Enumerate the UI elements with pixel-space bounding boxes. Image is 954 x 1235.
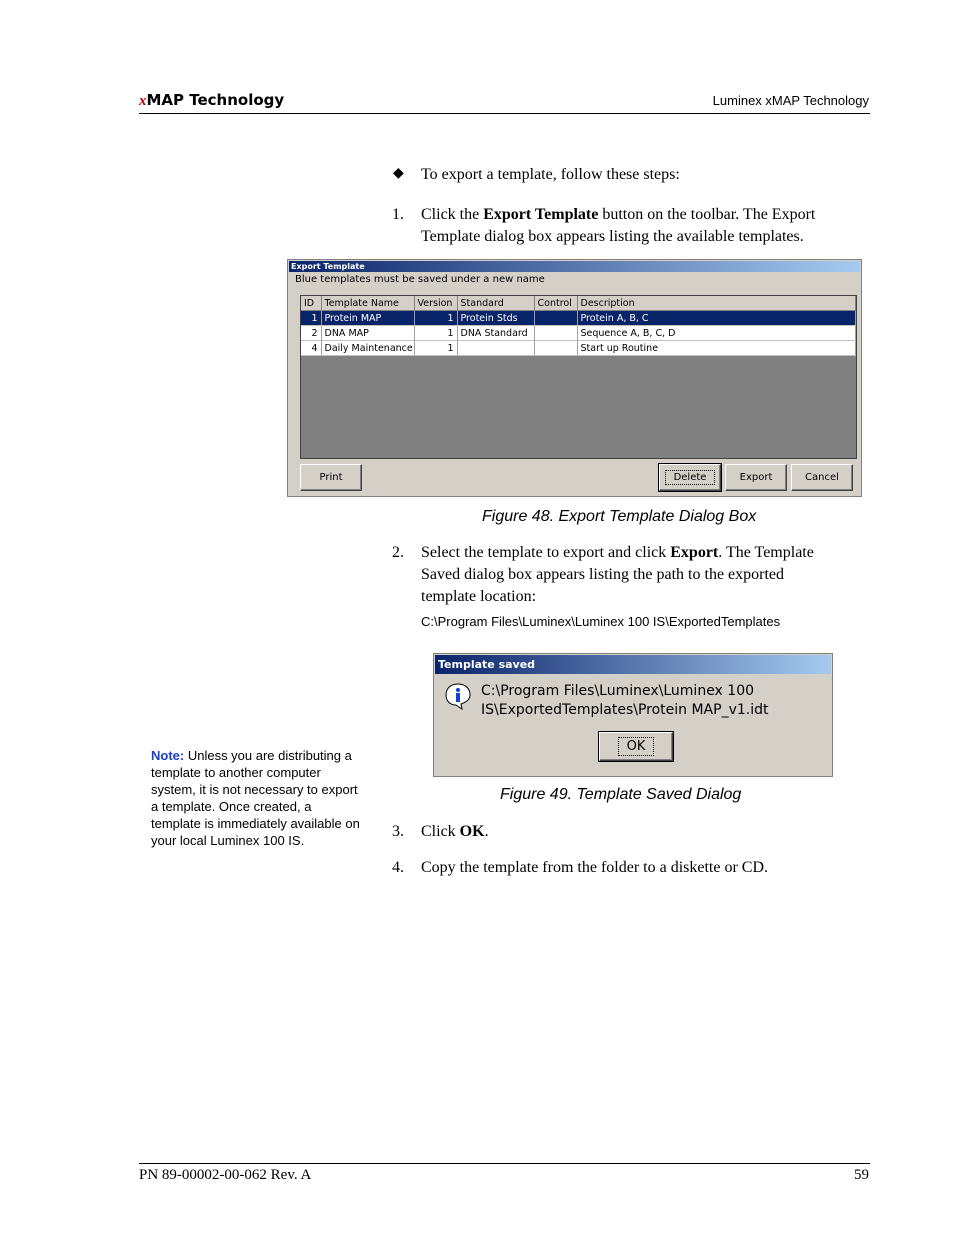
page-number: 59 <box>854 1167 869 1183</box>
table-row[interactable] <box>301 311 856 326</box>
step-1-number: 1. <box>392 206 404 223</box>
intro-text: To export a template, follow these steps: <box>421 166 680 183</box>
step-1-text <box>421 204 871 248</box>
step-1-line2: Template dialog box appears listing the available templates. <box>421 228 804 245</box>
cell-template-name: DNA MAP <box>321 326 414 341</box>
step-3-pre: Click <box>421 823 460 840</box>
export-template-dialog <box>287 259 862 497</box>
header-title-rest: MAP Technology <box>146 91 285 109</box>
col-header-standard[interactable]: Standard <box>457 296 534 311</box>
cell-control <box>534 326 577 341</box>
step-4-number: 4. <box>392 859 404 876</box>
bullet-icon: ◆ <box>393 165 404 181</box>
col-header-control[interactable]: Control <box>534 296 577 311</box>
ok-button[interactable] <box>599 732 673 761</box>
footer-rule <box>139 1163 870 1164</box>
header-title <box>139 91 284 110</box>
table-row[interactable] <box>301 341 856 356</box>
cell-id: 1 <box>301 311 321 326</box>
step-3-bold: OK <box>459 823 485 840</box>
side-note <box>151 747 363 849</box>
cancel-button[interactable]: Cancel <box>791 464 853 491</box>
cell-standard: Protein Stds <box>457 311 534 326</box>
ok-button-label: OK <box>618 737 655 756</box>
export-dialog-subtitle: Blue templates must be saved under a new name <box>295 274 545 285</box>
delete-button-label: Delete <box>665 470 716 485</box>
note-label: Note: <box>151 748 185 763</box>
step-2-line3: template location: <box>421 588 537 605</box>
step-1-pre: Click the <box>421 206 484 223</box>
header-rule <box>139 113 870 114</box>
col-header-template-name[interactable]: Template Name <box>321 296 414 311</box>
step-4-text: Copy the template from the folder to a diskette or CD. <box>421 859 769 876</box>
export-path-text: C:\Program Files\Luminex\Luminex 100 IS\ExportedTemplates <box>421 614 781 629</box>
template-saved-dialog <box>433 653 833 777</box>
step-2-line2: Saved dialog box appears listing the path to the exported <box>421 566 785 583</box>
step-3-text <box>421 821 489 843</box>
grid-header-row <box>301 296 856 311</box>
figure-48-caption: Figure 48. Export Template Dialog Box <box>482 508 757 525</box>
cell-version: 1 <box>414 341 457 356</box>
cell-id: 2 <box>301 326 321 341</box>
saved-message-line2: IS\ExportedTemplates\Protein MAP_v1.idt <box>481 702 769 718</box>
cell-description: Start up Routine <box>577 341 856 356</box>
print-button[interactable]: Print <box>300 464 362 491</box>
col-header-id[interactable]: ID <box>301 296 321 311</box>
step-1-post: button on the toolbar. The Export <box>598 206 816 223</box>
cell-description: Sequence A, B, C, D <box>577 326 856 341</box>
cell-template-name: Protein MAP <box>321 311 414 326</box>
cell-template-name: Daily Maintenance <box>321 341 414 356</box>
note-text: Unless you are distributing a template to another computer system, it is not necessary to export a template. Once created, a template is immediately available on your local Luminex 100 IS. <box>151 748 360 848</box>
col-header-description[interactable]: Description <box>577 296 856 311</box>
header-title-prefix: x <box>139 93 147 109</box>
figure-49-caption: Figure 49. Template Saved Dialog <box>500 786 742 803</box>
info-icon <box>444 682 472 710</box>
export-button[interactable]: Export <box>725 464 787 491</box>
col-header-version[interactable]: Version <box>414 296 457 311</box>
cell-control <box>534 311 577 326</box>
cell-id: 4 <box>301 341 321 356</box>
cell-standard: DNA Standard <box>457 326 534 341</box>
header-right-title: Luminex xMAP Technology <box>712 93 869 108</box>
step-1-bold: Export Template <box>483 206 599 223</box>
cell-version: 1 <box>414 326 457 341</box>
step-3-number: 3. <box>392 823 404 840</box>
step-2-pre: Select the template to export and click <box>421 544 671 561</box>
saved-message-line1: C:\Program Files\Luminex\Luminex 100 <box>481 683 755 699</box>
step-2-text <box>421 542 871 608</box>
delete-button[interactable] <box>659 464 721 491</box>
step-3-post: . <box>484 823 489 840</box>
cell-control <box>534 341 577 356</box>
step-2-number: 2. <box>392 544 404 561</box>
cell-standard <box>457 341 534 356</box>
cell-version: 1 <box>414 311 457 326</box>
footer-part-number: PN 89-00002-00-062 Rev. A <box>139 1167 312 1183</box>
step-2-bold: Export <box>670 544 719 561</box>
cell-description: Protein A, B, C <box>577 311 856 326</box>
saved-dialog-title: Template saved <box>435 655 831 674</box>
template-grid[interactable] <box>300 295 857 459</box>
export-dialog-title: Export Template <box>289 261 860 272</box>
step-2-post: . The Template <box>718 544 814 561</box>
table-row[interactable] <box>301 326 856 341</box>
saved-dialog-message <box>481 682 826 720</box>
